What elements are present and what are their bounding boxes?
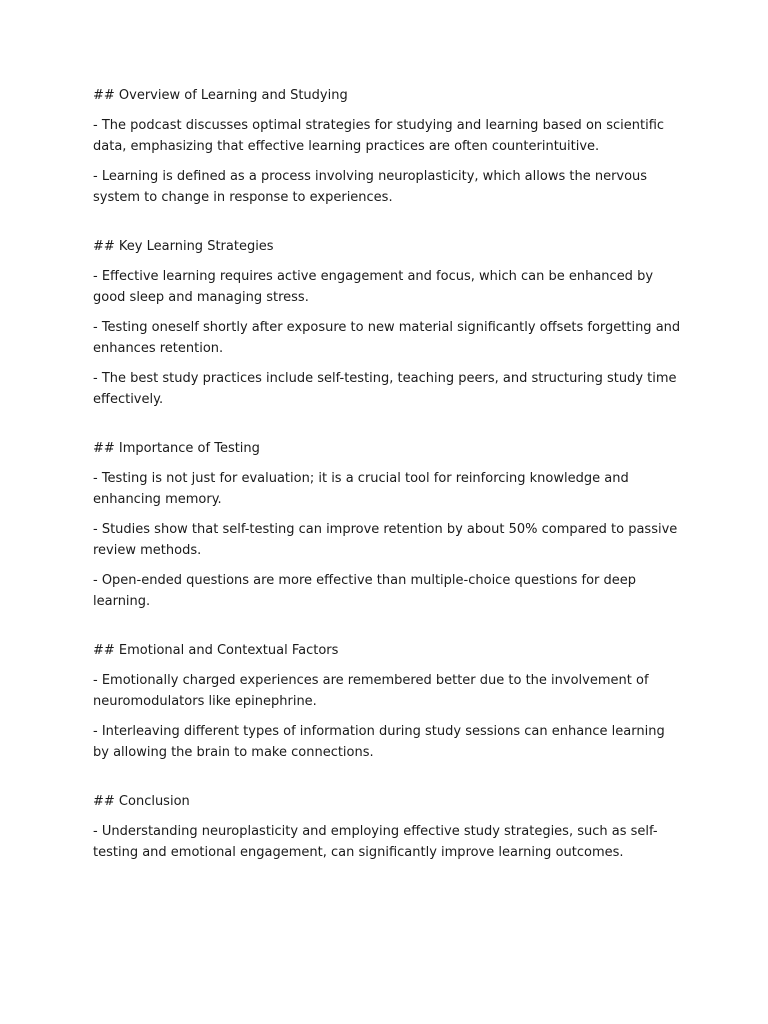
document-page (93, 86, 683, 892)
bullet-paragraph: - Testing is not just for evaluation; it is a crucial tool for reinforcing knowledge and enhancing memory. (93, 471, 629, 507)
bullet-paragraph: - Studies show that self-testing can improve retention by about 50% compared to passive review methods. (93, 522, 678, 558)
bullet-paragraph: - Understanding neuroplasticity and employing effective study strategies, such as self-testing and emotional engagement, can significantly improve learning outcomes. (93, 824, 658, 860)
section-conclusion (93, 792, 683, 863)
bullet-paragraph: - Effective learning requires active engagement and focus, which can be enhanced by good sleep and managing stress. (93, 269, 654, 305)
section-heading: ## Key Learning Strategies (93, 239, 274, 254)
section-heading: ## Conclusion (93, 794, 190, 809)
bullet-paragraph: - Interleaving different types of information during study sessions can enhance learning by allowing the brain to make connections. (93, 724, 665, 760)
bullet-paragraph: - Learning is defined as a process involving neuroplasticity, which allows the nervous system to change in response to experiences. (93, 169, 648, 205)
section-heading: ## Emotional and Contextual Factors (93, 643, 339, 658)
bullet-paragraph: - The best study practices include self-testing, teaching peers, and structuring study time effectively. (93, 371, 677, 407)
bullet-paragraph: - Open-ended questions are more effective than multiple-choice questions for deep learning. (93, 573, 637, 609)
section-importance-of-testing (93, 439, 683, 612)
bullet-paragraph: - Emotionally charged experiences are remembered better due to the involvement of neuromodulators like epinephrine. (93, 673, 649, 709)
section-heading: ## Overview of Learning and Studying (93, 88, 348, 103)
section-heading: ## Importance of Testing (93, 441, 260, 456)
bullet-paragraph: - Testing oneself shortly after exposure to new material significantly offsets forgetting and enhances retention. (93, 320, 681, 356)
bullet-paragraph: - The podcast discusses optimal strategies for studying and learning based on scientific data, emphasizing that effective learning practices are often counterintuitive. (93, 118, 665, 154)
section-emotional-contextual-factors (93, 641, 683, 763)
section-overview (93, 86, 683, 208)
section-key-learning-strategies (93, 237, 683, 410)
